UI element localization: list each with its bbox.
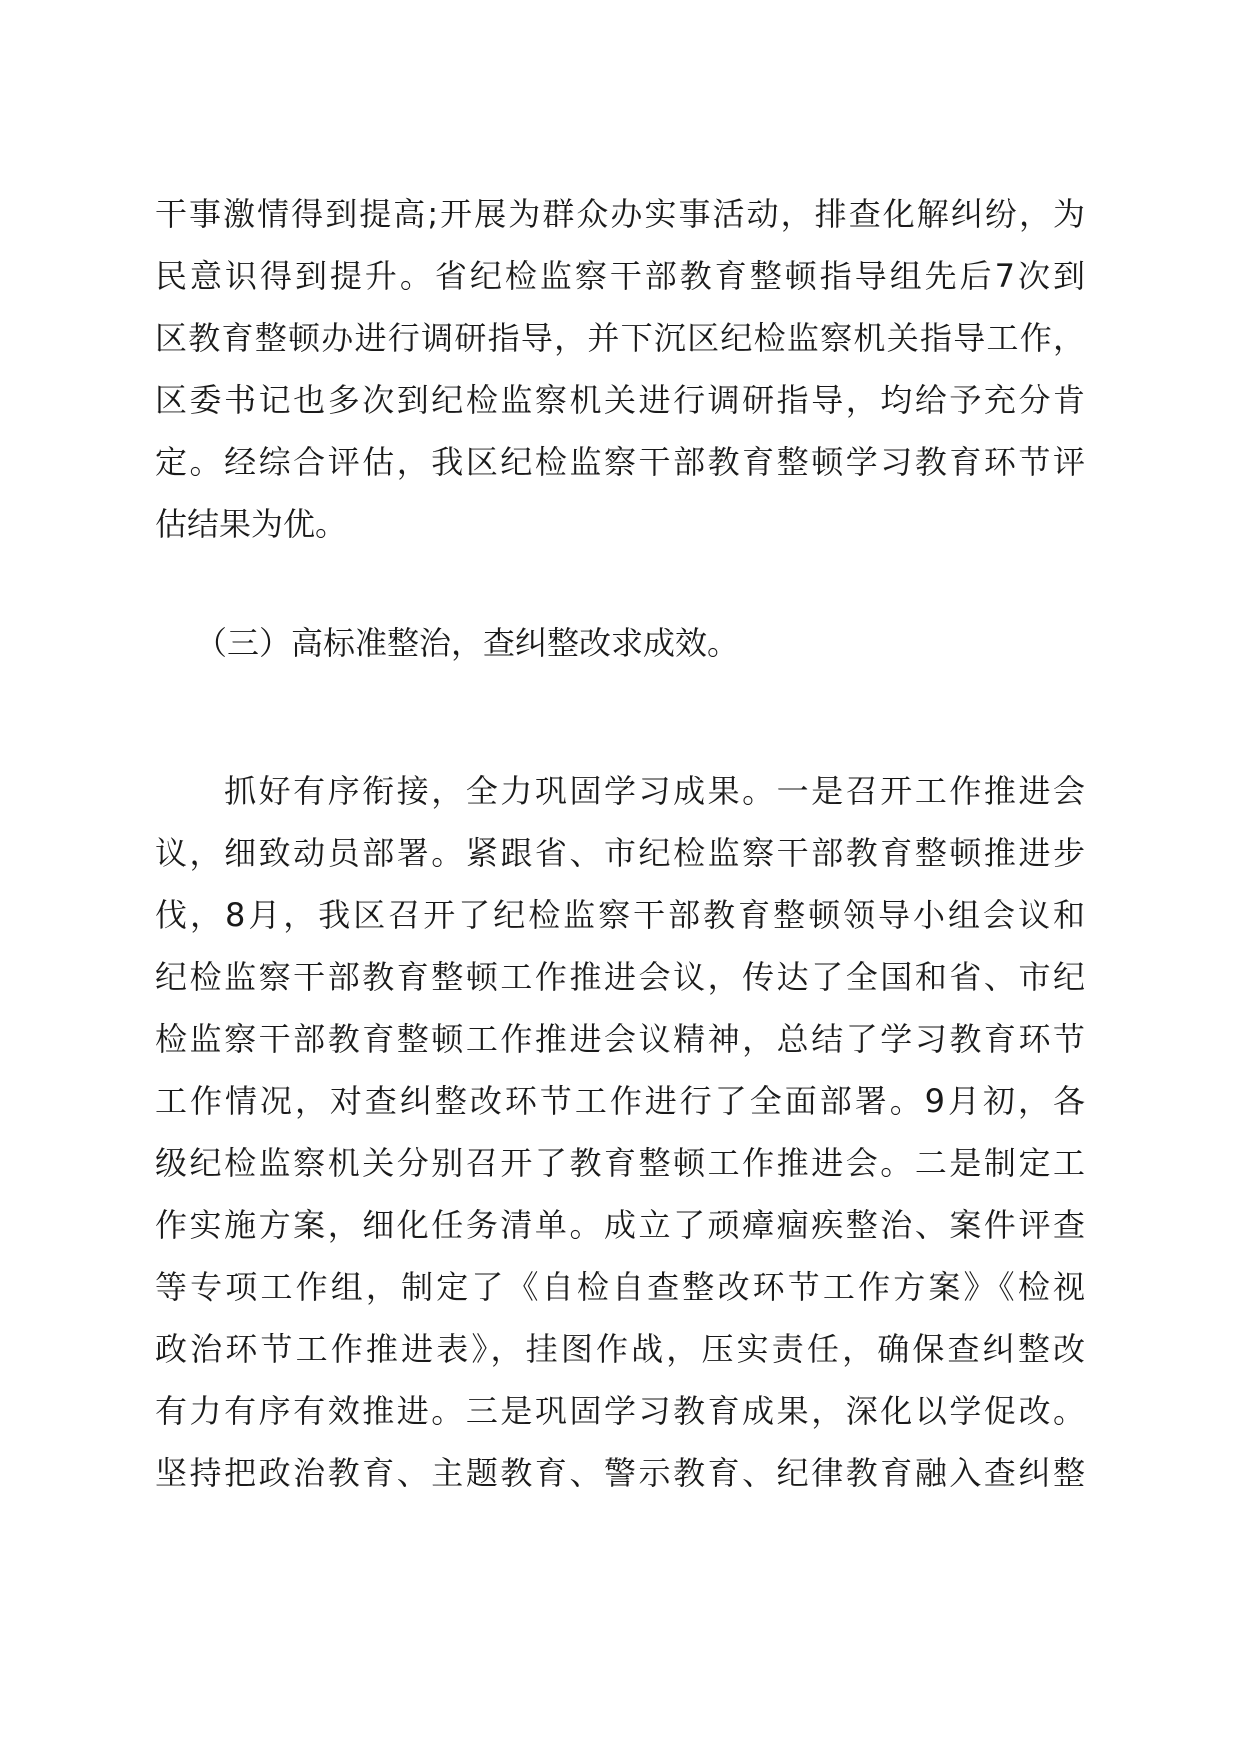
paragraph-line: 伐，8月，我区召开了纪检监察干部教育整顿领导小组会议和 [155, 896, 1085, 934]
paragraph-line: 工作情况，对查纠整改环节工作进行了全面部署。9月初，各 [155, 1082, 1085, 1120]
paragraph-line: 区委书记也多次到纪检监察机关进行调研指导，均给予充分肯 [155, 381, 1085, 419]
paragraph-line: 估结果为优。 [155, 505, 348, 543]
paragraph-line: 级纪检监察机关分别召开了教育整顿工作推进会。二是制定工 [155, 1144, 1085, 1182]
paragraph-line: 议，细致动员部署。紧跟省、市纪检监察干部教育整顿推进步 [155, 834, 1085, 872]
paragraph-line: 坚持把政治教育、主题教育、警示教育、纪律教育融入查纠整 [155, 1454, 1085, 1492]
paragraph-line: 政治环节工作推进表》，挂图作战，压实责任，确保查纠整改 [155, 1330, 1085, 1368]
paragraph-line: 抓好有序衔接，全力巩固学习成果。一是召开工作推进会 [155, 772, 1085, 810]
paragraph-line: 纪检监察干部教育整顿工作推进会议，传达了全国和省、市纪 [155, 958, 1085, 996]
paragraph-line: 作实施方案，细化任务清单。成立了顽瘴痼疾整治、案件评查 [155, 1206, 1085, 1244]
body-paragraph [155, 760, 1085, 1504]
paragraph-line: 等专项工作组，制定了《自检自查整改环节工作方案》《检视 [155, 1268, 1085, 1306]
paragraph-line: 区教育整顿办进行调研指导，并下沉区纪检监察机关指导工作， [155, 319, 1085, 357]
section-heading [155, 612, 1085, 674]
paragraph-line: 民意识得到提升。省纪检监察干部教育整顿指导组先后7次到 [155, 257, 1085, 295]
body-paragraph [155, 183, 1085, 555]
paragraph-line: 干事激情得到提高;开展为群众办实事活动，排查化解纠纷，为 [155, 195, 1085, 233]
section-heading-text: （三）高标准整治，查纠整改求成效。 [195, 624, 740, 662]
paragraph-line: 有力有序有效推进。三是巩固学习教育成果，深化以学促改。 [155, 1392, 1085, 1430]
paragraph-line: 检监察干部教育整顿工作推进会议精神，总结了学习教育环节 [155, 1020, 1085, 1058]
paragraph-line: 定。经综合评估，我区纪检监察干部教育整顿学习教育环节评 [155, 443, 1085, 481]
